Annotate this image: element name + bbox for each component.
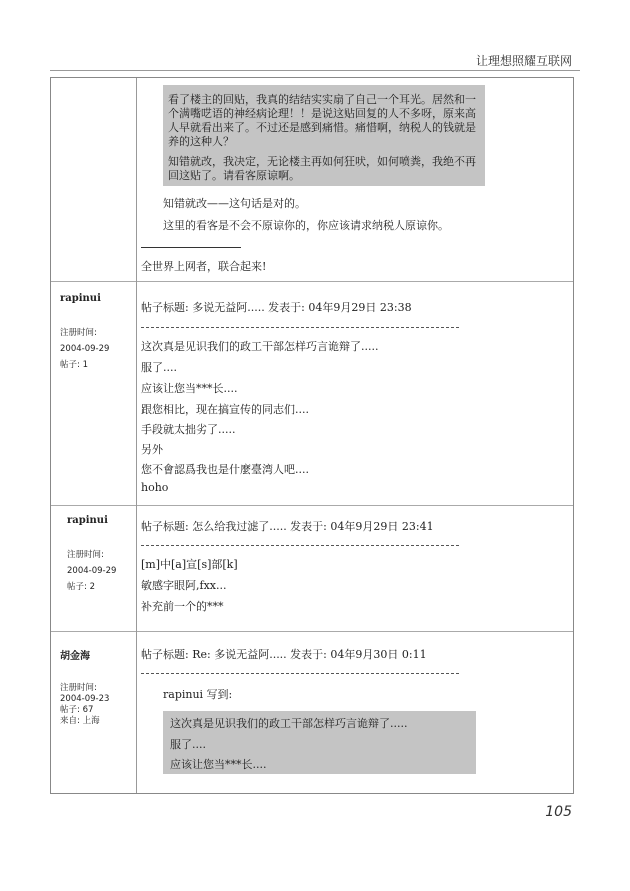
signature-rule [141, 247, 241, 248]
page-number: 105 [545, 804, 572, 820]
separator [141, 327, 459, 328]
post-1-content-cell [137, 78, 573, 281]
post-4-content-cell [137, 631, 573, 793]
header-rule [50, 70, 580, 71]
quote-author: rapinui 写到: [163, 688, 233, 701]
quote-line: 应该让您当***长.... [170, 758, 267, 771]
register-label: 注册时间: [60, 328, 97, 338]
quote-line: 知错就改，我决定，无论楼主再如何狂吠，如何喷粪，我绝不再 [168, 155, 476, 168]
quote-line: 服了.... [170, 738, 206, 751]
post-subject: 帖子标题: 多说无益阿..... 发表于: 04年9月29日 23:38 [141, 301, 412, 314]
post-3-content-cell [137, 505, 573, 631]
post-line: 服了.... [141, 361, 177, 374]
quote-line: 回这贴了。请看客原谅啊。 [168, 169, 300, 182]
post-1-user-cell [51, 78, 137, 281]
location: 来自: 上海 [60, 716, 100, 726]
register-date: 2004-09-29 [60, 344, 110, 354]
quote-line: 个满嘴呓语的神经病论理！！是说这贴回复的人不多呀，原来高 [168, 107, 476, 120]
reply-line: 知错就改——这句话是对的。 [163, 197, 306, 210]
post-row-1 [51, 78, 573, 282]
post-2-user-cell [51, 281, 137, 505]
post-row-4 [51, 631, 573, 793]
post-line: 补充前一个的*** [141, 600, 224, 613]
post-3-user-cell [51, 505, 137, 631]
username[interactable]: rapinui [67, 515, 108, 526]
quote-line: 养的这种人？ [168, 135, 234, 148]
post-subject: 帖子标题: Re: 多说无益阿..... 发表于: 04年9月30日 0:11 [141, 648, 427, 661]
user-meta [60, 325, 109, 373]
register-label: 注册时间: [60, 683, 97, 693]
forum-table [50, 77, 574, 794]
post-line: [m]中[a]宣[s]部[k] [141, 558, 238, 571]
quote-line: 人早就看出来了。不过还是感到痛惜。痛惜啊，纳税人的钱就是 [168, 121, 476, 134]
post-line: 应该让您当***长.... [141, 382, 238, 395]
post-row-2 [51, 281, 573, 506]
username[interactable]: rapinui [60, 293, 101, 304]
user-meta [60, 683, 109, 727]
reply-line: 这里的看客是不会不原谅你的，你应该请求纳税人原谅你。 [163, 219, 449, 232]
user-meta [67, 547, 116, 595]
separator [141, 545, 459, 546]
post-line: 另外 [141, 443, 163, 456]
separator [141, 673, 459, 674]
post-subject: 帖子标题: 怎么给我过滤了..... 发表于: 04年9月29日 23:41 [141, 520, 434, 533]
quote-line: 这次真是见识我们的政工干部怎样巧言诡辩了..... [170, 717, 408, 730]
post-row-3 [51, 505, 573, 632]
register-label: 注册时间: [67, 550, 104, 560]
post-line: 这次真是见识我们的政工干部怎样巧言诡辩了..... [141, 340, 379, 353]
quote-box [163, 711, 476, 774]
post-line: 您不會認爲我也是什麼臺湾人吧.... [141, 463, 309, 476]
register-date: 2004-09-23 [60, 694, 110, 704]
quote-box [163, 85, 485, 186]
post-4-user-cell [51, 631, 137, 793]
post-count: 帖子: 1 [60, 360, 88, 370]
post-count: 帖子: 2 [67, 582, 95, 592]
username[interactable]: 胡金海 [60, 651, 90, 662]
signature: 全世界上网者，联合起来! [141, 260, 267, 273]
post-2-content-cell [137, 281, 573, 505]
post-line: 敏感字眼阿,fxx... [141, 579, 227, 592]
page-header-title: 让理想照耀互联网 [475, 54, 572, 68]
post-line: hoho [141, 481, 169, 494]
quote-line: 看了楼主的回贴，我真的结结实实扇了自己一个耳光。居然和一 [168, 93, 476, 106]
post-line: 跟您相比，现在搞宣传的同志们.... [141, 403, 309, 416]
post-count: 帖子: 67 [60, 705, 94, 715]
post-line: 手段就太拙劣了..... [141, 423, 236, 436]
register-date: 2004-09-29 [67, 566, 117, 576]
